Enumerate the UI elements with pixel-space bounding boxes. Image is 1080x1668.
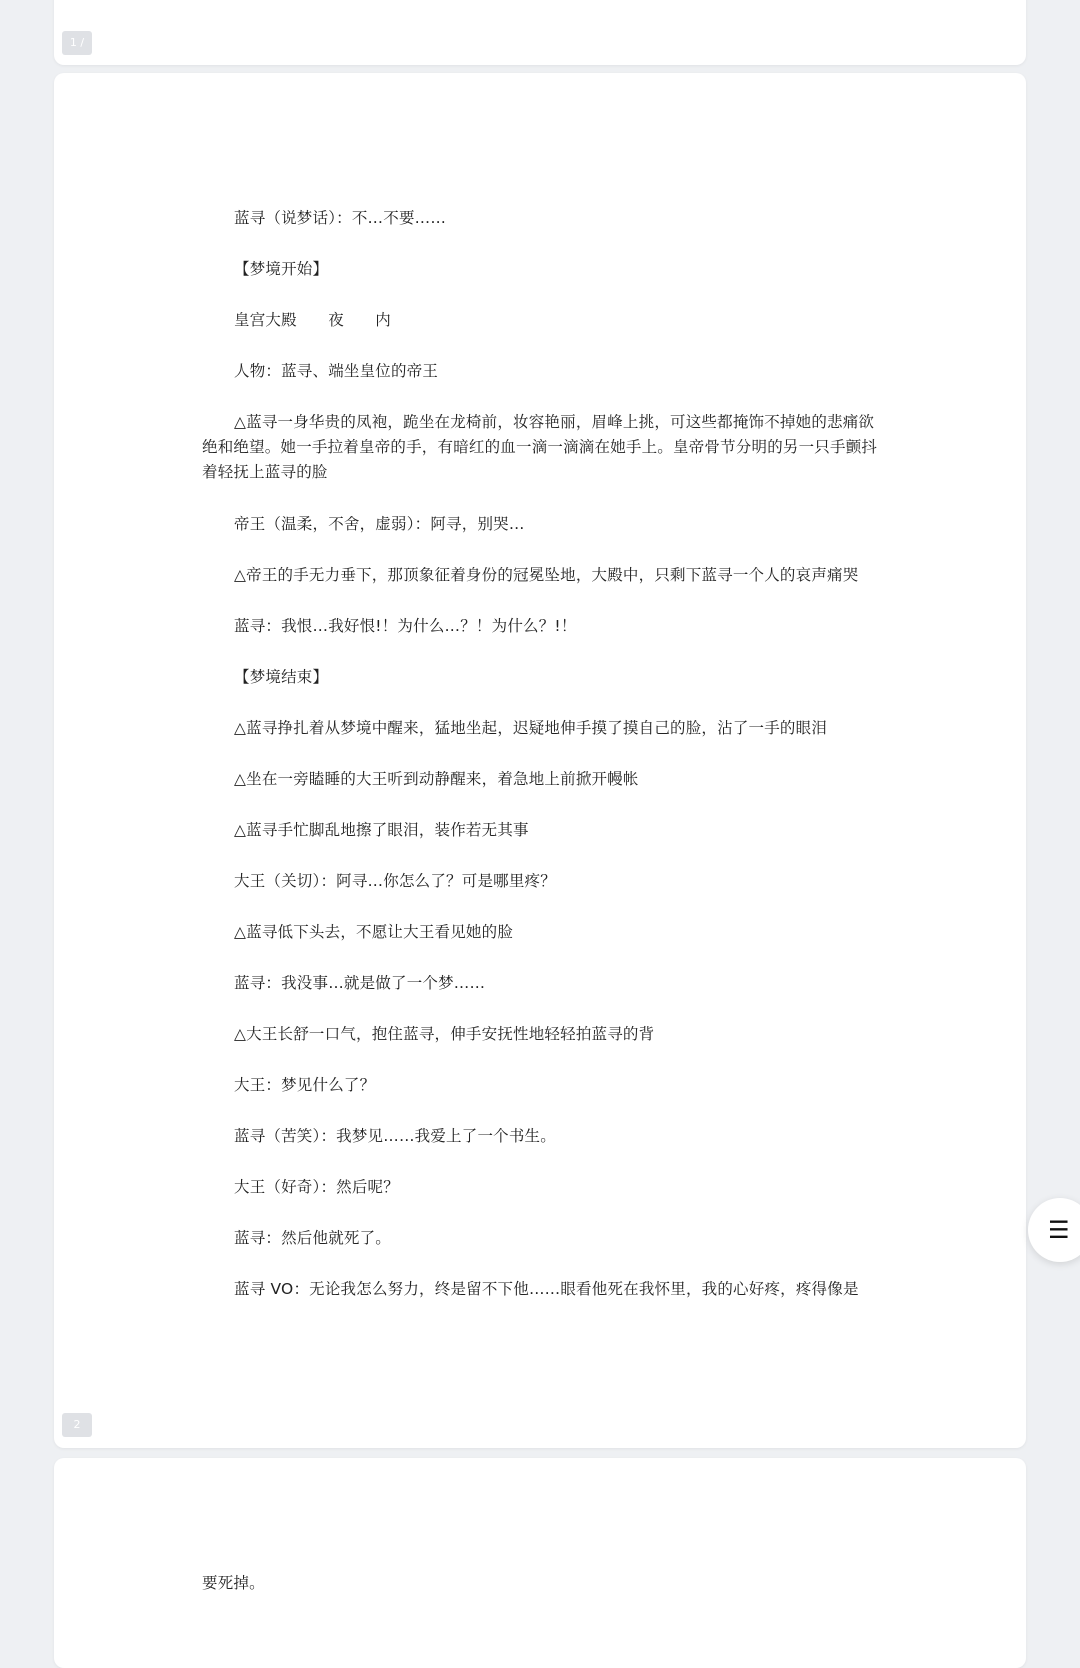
page-number-tag: 1 / [62, 31, 92, 55]
script-line: △大王长舒一口气，抱住蓝寻，伸手安抚性地轻轻拍蓝寻的背 [234, 1025, 655, 1043]
script-line: 大王（关切）：阿寻…你怎么了？可是哪里疼？ [234, 872, 556, 890]
script-line: 蓝寻 VO：无论我怎么努力，终是留不下他……眼看他死在我怀里，我的心好疼，疼得像是 [234, 1280, 859, 1298]
script-line: 皇宫大殿 夜 内 [234, 311, 392, 329]
script-line: 蓝寻：我恨…我好恨!！为什么…？！为什么？!！ [234, 617, 577, 635]
script-line: 大王（好奇）：然后呢？ [234, 1178, 399, 1196]
script-line: 蓝寻：然后他就死了。 [234, 1229, 392, 1247]
script-line: 要死掉。 [202, 1574, 265, 1592]
page-number-tag: 2 [62, 1413, 92, 1437]
script-line: △蓝寻低下头去，不愿让大王看见她的脸 [234, 923, 514, 941]
page-card-bottom [54, 1458, 1026, 1668]
script-line: 蓝寻：我没事…就是做了一个梦…… [234, 974, 486, 992]
script-line: △蓝寻一身华贵的凤袍，跪坐在龙椅前，妆容艳丽，眉峰上挑，可这些都掩饰不掉她的悲痛欲绝和绝望。她一手拉着皇帝的手，有暗红的血一滴一滴滴在她手上。皇帝骨节分明的另一只手颤抖着轻抚上蓝寻的脸 [202, 413, 878, 481]
floating-menu-button[interactable] [1028, 1198, 1080, 1262]
page-card-main [54, 73, 1026, 1448]
script-line: 【梦境开始】 [234, 260, 329, 278]
script-line: 人物：蓝寻、端坐皇位的帝王 [234, 362, 439, 380]
script-line: 大王：梦见什么了？ [234, 1076, 376, 1094]
script-line: △帝王的手无力垂下，那顶象征着身份的冠冕坠地，大殿中，只剩下蓝寻一个人的哀声痛哭 [234, 566, 859, 584]
script-line: △蓝寻手忙脚乱地擦了眼泪，装作若无其事 [234, 821, 529, 839]
script-line: 蓝寻（说梦话）：不…不要…… [234, 209, 447, 227]
menu-icon: ☰ [1048, 1216, 1070, 1244]
script-line: 帝王（温柔，不舍，虚弱）：阿寻，别哭… [234, 515, 525, 533]
script-line: 【梦境结束】 [234, 668, 329, 686]
script-line: △蓝寻挣扎着从梦境中醒来，猛地坐起，迟疑地伸手摸了摸自己的脸，沾了一手的眼泪 [234, 719, 828, 737]
script-line: △坐在一旁瞌睡的大王听到动静醒来，着急地上前掀开幔帐 [234, 770, 639, 788]
page-card-top [54, 0, 1026, 65]
script-line: 蓝寻（苦笑）：我梦见……我爱上了一个书生。 [234, 1127, 556, 1145]
